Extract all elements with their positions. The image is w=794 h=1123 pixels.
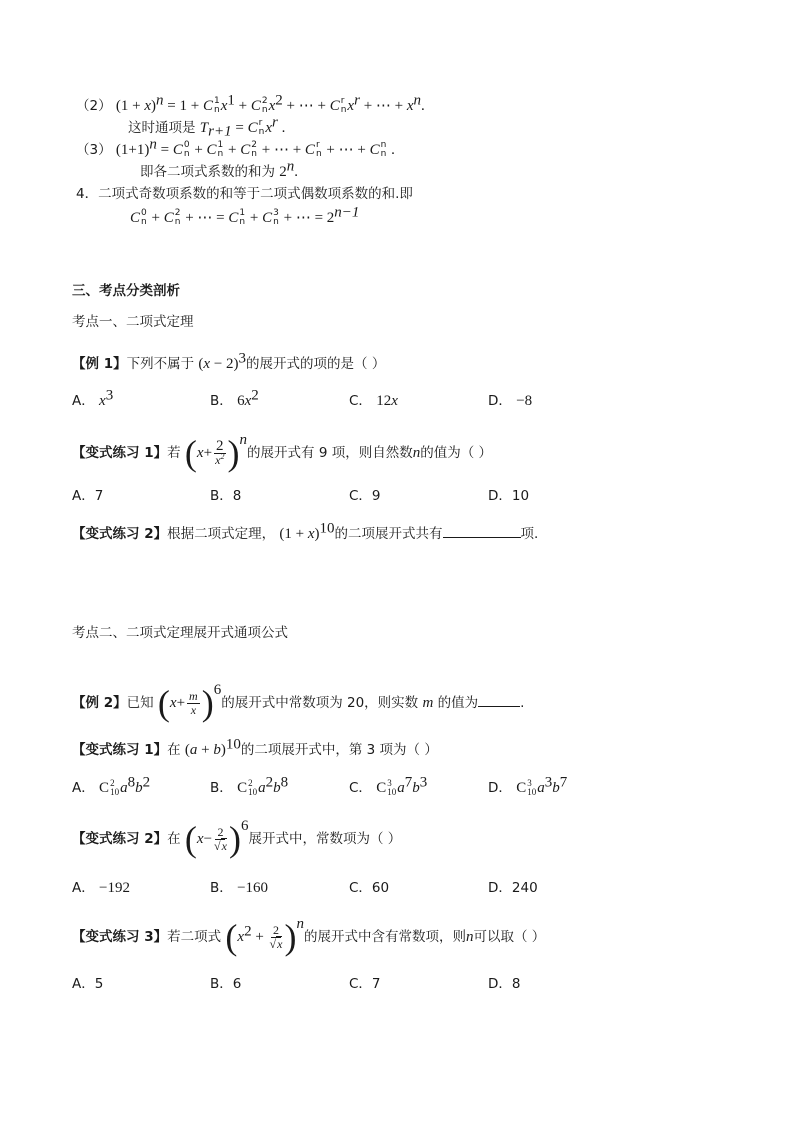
topic1-title: 考点一、二项式定理: [72, 314, 194, 330]
example-2: 【例 2】已知 (x+ $\frac{m}{x}$ )$^6$的展开式中常数项为 20，则实数 m 的值为 .: [72, 681, 525, 723]
option-d: D．10: [488, 488, 530, 504]
item-4: 4．二项式奇数项系数的和等于二项式偶数项系数的和.即: [76, 186, 413, 202]
option-d: D．240: [488, 880, 538, 896]
example-label: 【变式练习 2】: [72, 831, 168, 847]
example-label: 【变式练习 1】: [72, 742, 168, 758]
topic2-title: 考点二、二项式定理展开式通项公式: [72, 625, 288, 641]
example-label: 【例 2】: [72, 695, 127, 711]
option-b: B．8: [210, 488, 242, 504]
formula-line-3: （3） $(1+1)^n = C$ 0 n + C 1 n + C 2 n + ⋯ + C r n + ⋯ + C n n .: [76, 136, 395, 159]
formula-general-term: 这时通项是 $T_{r+1} = C$ r n $x^r$ .: [128, 114, 286, 140]
question-text: 根据二项式定理，: [167, 526, 276, 542]
variant-2-2: 【变式练习 2】在 (x− $\frac{2}{√x}$ )$^6$展开式中，常数项为（ ）: [72, 817, 402, 859]
sum-text: 即各二项式系数的和为: [140, 164, 275, 180]
option-c: C． C 3 10 $a^7b^3$: [349, 774, 428, 797]
question-text: 展开式中，常数项为（ ）: [248, 831, 402, 847]
question-text: 的值为（ ）: [420, 445, 492, 461]
option-c: C．9: [349, 488, 381, 504]
question-text: 在: [167, 831, 181, 847]
formula-sum: 即各二项式系数的和为 2$^n$.: [140, 158, 299, 180]
option-a: A． C 2 10 $a^8b^2$: [72, 774, 151, 797]
question-text: 若二项式: [167, 929, 222, 945]
option-b: B．6: [210, 976, 242, 992]
option-d: D． C 3 10 $a^3b^7$: [488, 774, 568, 797]
option-b: B． −160: [210, 880, 269, 896]
option-b: B． $6x^2$: [210, 387, 259, 409]
item-number: （2）: [76, 98, 112, 114]
question-text: 的展开式中含有常数项，则: [303, 929, 466, 945]
question-text: 的值为: [437, 695, 479, 711]
question-text: 的展开式的项的是（ ）: [246, 356, 386, 372]
formula-odd-even: C 0 n + C 2 n + ⋯ = C 1 n + C 3 n + ⋯ = $2^{n-1}$: [130, 204, 360, 227]
example-label: 【变式练习 2】: [72, 526, 168, 542]
formula-line-2: （2） $(1 + x)^n = 1 + C$ 1 n $x^1 + C$ 2 n $x^2$ + ⋯ + C r n $x^r$ + ⋯ + $x^n$.: [76, 92, 425, 115]
example-label: 【例 1】: [72, 356, 127, 372]
answer-blank[interactable]: [443, 523, 521, 538]
option-a: A．5: [72, 976, 104, 992]
item-number: （3）: [76, 142, 112, 158]
question-text: 下列不属于: [126, 356, 195, 372]
general-term-text: 这时通项是: [128, 120, 196, 136]
question-text: 的二项展开式中，第 3 项为（ ）: [240, 742, 438, 758]
answer-blank[interactable]: [478, 692, 520, 707]
variant-1-1: 【变式练习 1】若 (x+ $\frac{2}{x^2}$ )$^n$的展开式有 9 项，则自然数n的值为（ ）: [72, 431, 492, 473]
question-text: 在: [167, 742, 181, 758]
option-c: C．7: [349, 976, 381, 992]
question-text: 项.: [520, 526, 539, 542]
question-text: 的展开式中常数项为 20，则实数: [221, 695, 419, 711]
option-b: B． C 2 10 $a^2b^8$: [210, 774, 289, 797]
option-a: A． −192: [72, 880, 131, 896]
question-text: 的展开式有 9 项，则自然数: [247, 445, 413, 461]
variant-2-3: 【变式练习 3】若二项式 ($x^2$ + $\frac{2}{√x}$ )$^n$的展开式中含有常数项，则n可以取（ ）: [72, 915, 546, 957]
option-a: A． $x^3$: [72, 387, 114, 409]
variant-2-1: 【变式练习 1】在 $(a + b)^{10}$的二项展开式中，第 3 项为（ ）: [72, 736, 438, 758]
section-title: 三、考点分类剖析: [72, 283, 180, 299]
variant-1-2: 【变式练习 2】根据二项式定理， $(1 + x)^{10}$的二项展开式共有 项.: [72, 520, 539, 542]
option-a: A．7: [72, 488, 104, 504]
question-text: 的二项展开式共有: [334, 526, 443, 542]
question-text: 若: [167, 445, 181, 461]
option-c: C． 12x: [349, 393, 398, 409]
example-1: 【例 1】下列不属于 $(x - 2)^3$的展开式的项的是（ ）: [72, 350, 386, 372]
option-c: C．60: [349, 880, 390, 896]
option-d: D． −8: [488, 393, 533, 409]
question-text: 可以取（ ）: [473, 929, 546, 945]
option-d: D．8: [488, 976, 521, 992]
question-text: 已知: [126, 695, 154, 711]
example-label: 【变式练习 1】: [72, 445, 168, 461]
question-text: .: [520, 695, 525, 711]
example-label: 【变式练习 3】: [72, 929, 168, 945]
